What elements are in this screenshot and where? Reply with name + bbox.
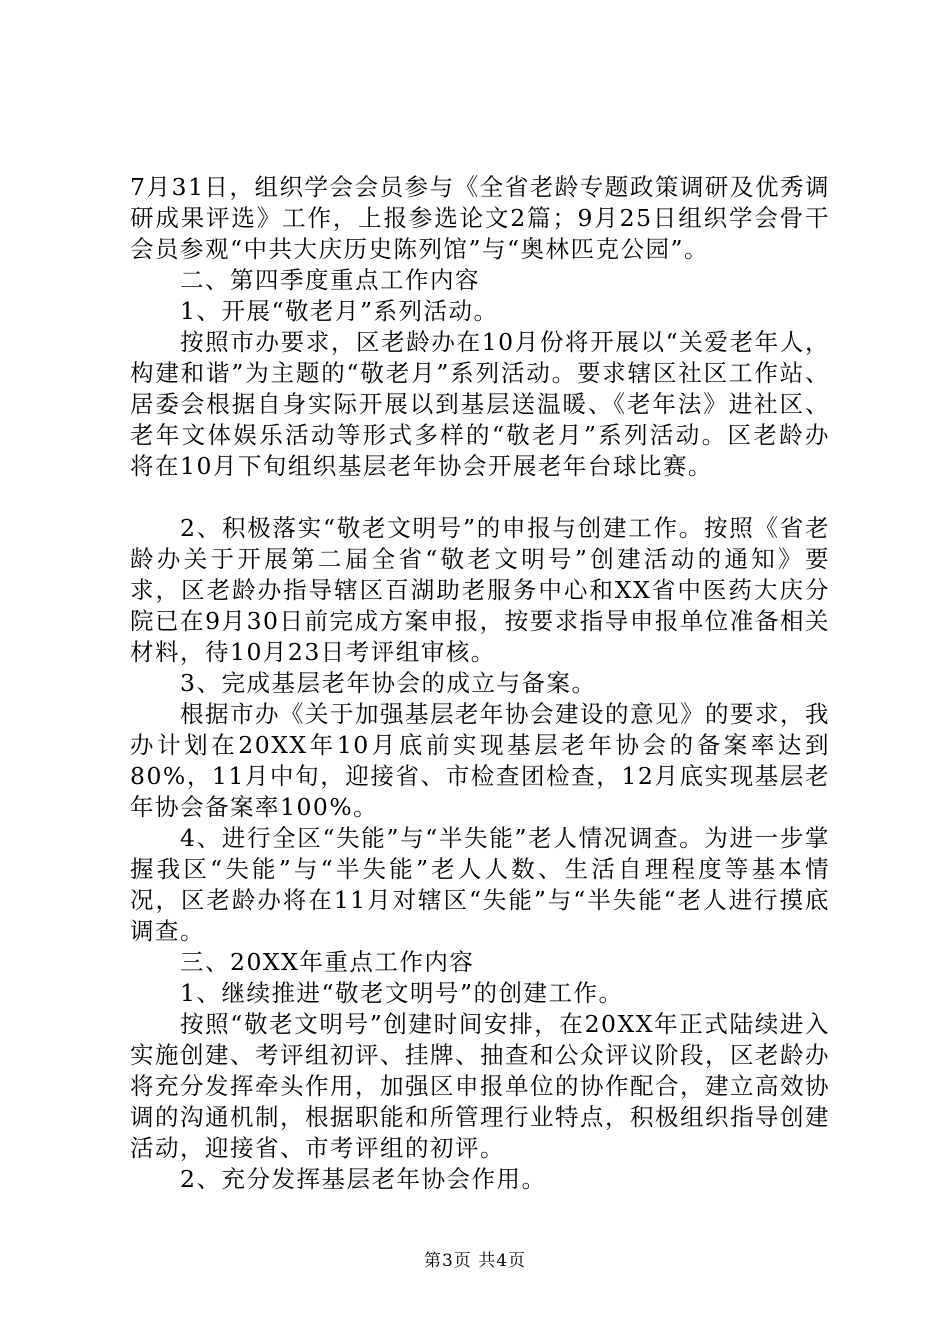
paragraph-disability-survey: 4、进行全区“失能”与“半失能”老人情况调查。为进一步掌握我区“失能”与“半失能”老人人数、生活自理程度等基本情况，区老龄办将在11月对辖区“失能”与“半失能“老人进行摸底调查。: [130, 824, 830, 945]
paragraph-continue-creation: 按照“敬老文明号”创建时间安排，在20XX年正式陆续进入实施创建、考评组初评、挂牌、抽查和公众评议阶段，区老龄办将充分发挥牵头作用，加强区申报单位的协作配合，建立高效协调的沟通机制，根据职能和所管理行业特点，积极组织指导创建活动，迎接省、市考评组的初评。: [130, 1010, 830, 1162]
section-heading-year: 三、20XX年重点工作内容: [180, 948, 475, 976]
item-heading-association-role: 2、充分发挥基层老年协会作用。: [180, 1165, 547, 1193]
paragraph-july-activities: 7月31日，组织学会会员参与《全省老龄专题政策调研及优秀调研成果评选》工作，上报参选论文2篇；9月25日组织学会骨干会员参观“中共大庆历史陈列馆”与“奥林匹克公园”。: [130, 173, 830, 263]
paragraph-civilization-unit: 2、积极落实“敬老文明号”的申报与创建工作。按照《省老龄办关于开展第二届全省“敬老文明号”创建活动的通知》要求，区老龄办指导辖区百湖助老服务中心和XX省中医药大庆分院已在9月30日前完成方案申报，按要求指导申报单位准备相关材料，待10月23日考评组审核。: [130, 514, 830, 666]
paragraph-respect-month: 按照市办要求，区老龄办在10月份将开展以“关爱老年人，构建和谐”为主题的“敬老月”系列活动。要求辖区社区工作站、居委会根据自身实际开展以到基层送温暖、《老年法》进社区、老年文体娱乐活动等形式多样的“敬老月”系列活动。区老龄办将在10月下旬组织基层老年协会开展老年台球比赛。: [130, 328, 830, 480]
document-body: [130, 172, 830, 1195]
page-number: 第3页 共4页: [423, 1251, 527, 1271]
item-heading-associations: 3、完成基层老年协会的成立与备案。: [180, 669, 597, 697]
paragraph-associations: 根据市办《关于加强基层老年协会建设的意见》的要求，我办计划在20XX年10月底前实现基层老年协会的备案率达到80%，11月中旬，迎接省、市检查团检查，12月底实现基层老年协会备案率100%。: [130, 700, 830, 821]
item-heading-respect-month: 1、开展“敬老月”系列活动。: [180, 297, 499, 325]
item-heading-continue-creation: 1、继续推进“敬老文明号”的创建工作。: [180, 979, 624, 1007]
section-heading-q4: 二、第四季度重点工作内容: [180, 266, 480, 294]
